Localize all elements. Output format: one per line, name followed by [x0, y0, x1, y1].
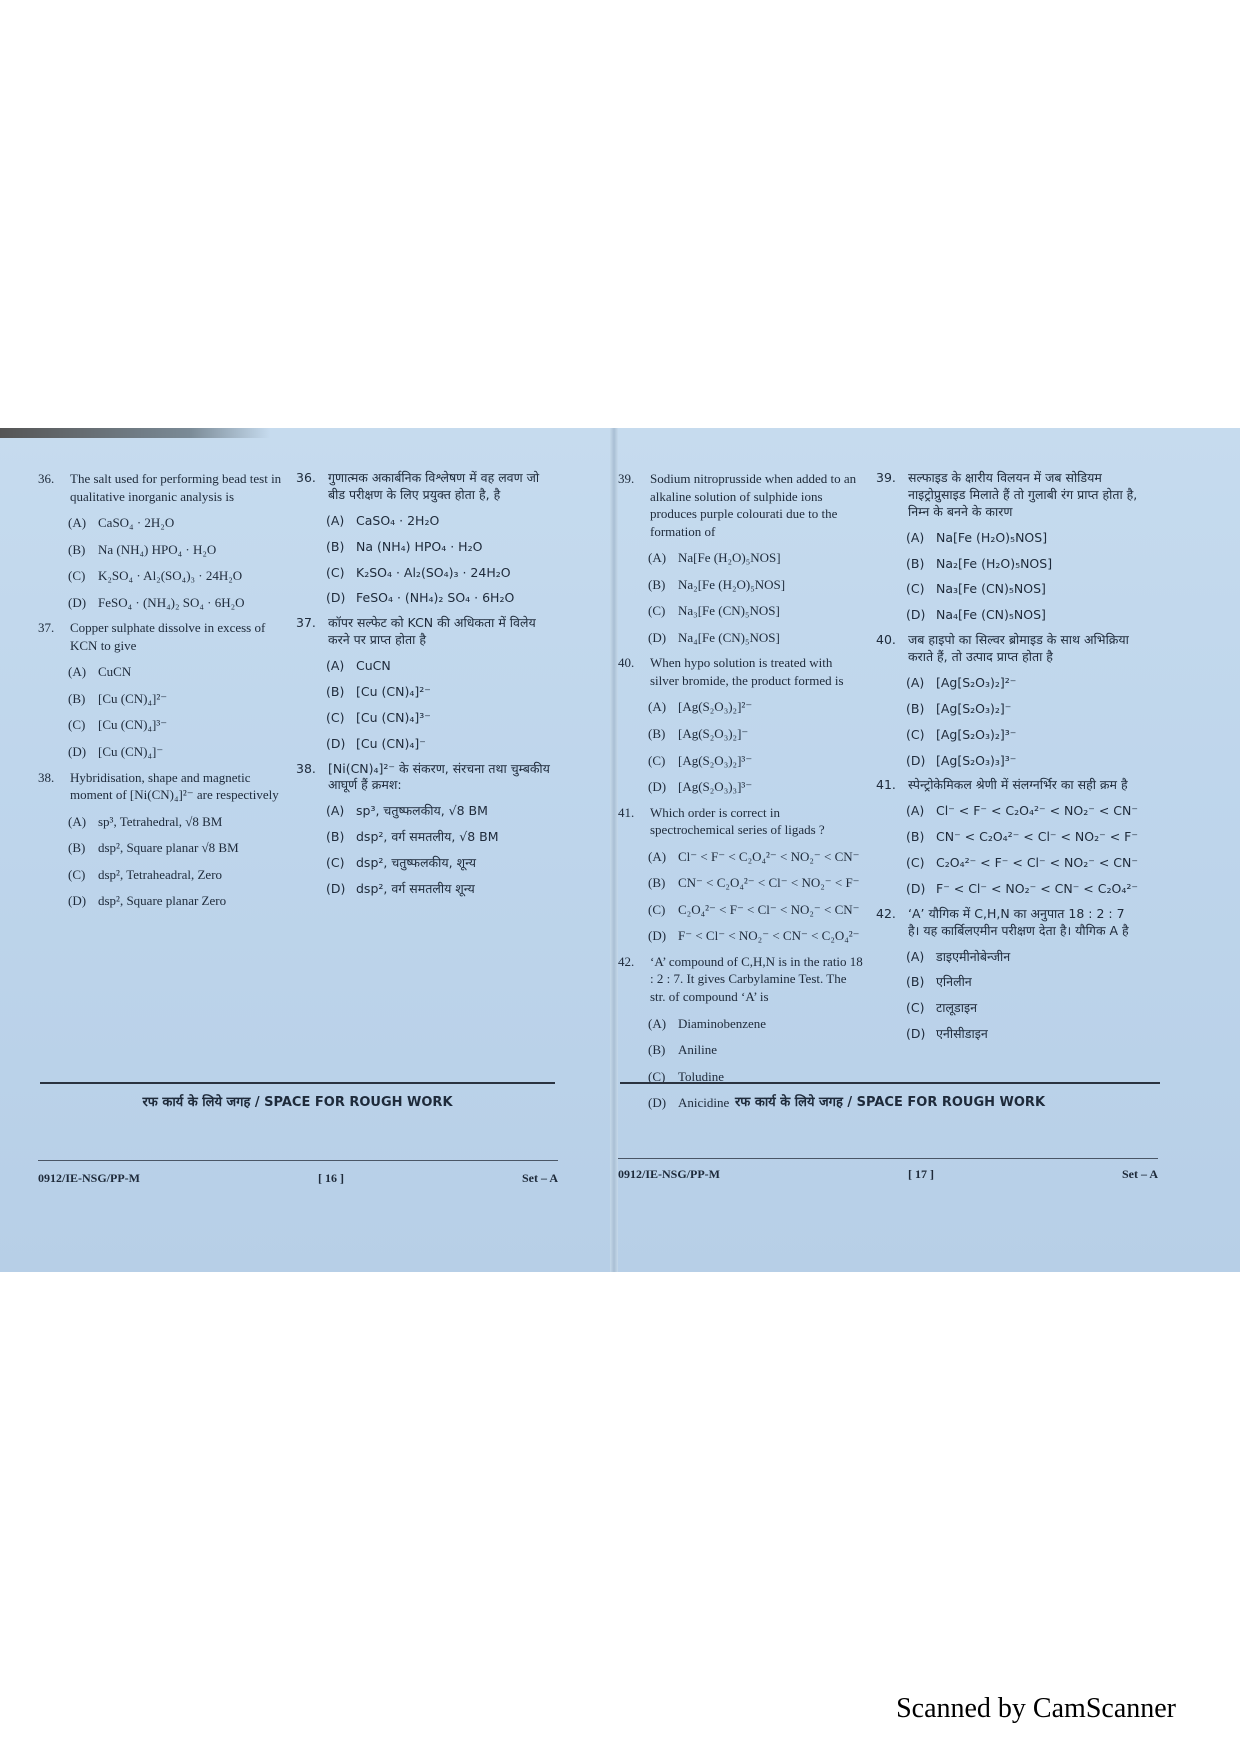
- answer-option: [906, 701, 1138, 718]
- option-label: (D): [68, 744, 87, 760]
- answer-option: [648, 1015, 863, 1033]
- booklet-gutter: [610, 428, 618, 1272]
- option-text: [Ag[S₂O₃)₂]⁻: [936, 700, 1012, 716]
- answer-option: [906, 1026, 1138, 1043]
- option-text: [Ag[S₂O₃)₂]³⁻: [936, 726, 1017, 742]
- answer-option: [906, 829, 1138, 846]
- option-text: Toludine: [678, 1068, 725, 1084]
- option-text: Na₃[Fe (CN)₅NOS]: [678, 603, 780, 619]
- question-header: [296, 470, 558, 504]
- option-text: FeSO₄ · (NH₄)₂ SO₄ · 6H₂O: [356, 590, 515, 606]
- question-text: स्पेन्ट्रोकेमिकल श्रेणी में संलग्नर्भिर का सही क्रम है: [908, 777, 1128, 793]
- question-text: Hybridisation, shape and magnetic moment of [Ni(CN)₄]²⁻ are respectively: [70, 769, 279, 803]
- answer-option: [906, 556, 1138, 573]
- option-text: CN⁻ < C₂O₄²⁻ < Cl⁻ < NO₂⁻ < F⁻: [936, 829, 1138, 845]
- option-text: F⁻ < Cl⁻ < NO₂⁻ < CN⁻ < C₂O₄²⁻: [678, 928, 860, 944]
- option-label: (A): [326, 803, 345, 819]
- answer-option: [906, 753, 1138, 770]
- option-label: (B): [326, 829, 345, 845]
- question-number: 40.: [876, 632, 896, 648]
- question-item: [618, 470, 863, 646]
- option-label: (A): [648, 699, 667, 715]
- option-text: FeSO₄ · (NH₄)₂ SO₄ · 6H₂O: [98, 594, 245, 610]
- option-label: (D): [68, 594, 87, 610]
- option-label: (A): [648, 1015, 667, 1031]
- answer-option: [906, 581, 1138, 598]
- option-text: Na (NH₄) HPO₄ · H₂O: [98, 541, 217, 557]
- option-text: [Cu (CN)₄]⁻: [356, 735, 426, 751]
- answer-option: [68, 839, 283, 857]
- answer-option: [68, 541, 283, 559]
- option-text: CN⁻ < C₂O₄²⁻ < Cl⁻ < NO₂⁻ < F⁻: [678, 875, 860, 891]
- answer-option: [68, 813, 283, 831]
- question-number: 37.: [296, 615, 316, 631]
- answer-option: [906, 727, 1138, 744]
- option-text: Aniline: [678, 1042, 717, 1058]
- question-text: ‘A’ यौगिक में C,H,N का अनुपात 18 : 2 : 7 है। यह कार्बिलएमीन परीक्षण देता है। यौगिक A है: [908, 905, 1129, 938]
- answer-option: [68, 567, 283, 585]
- option-label: (C): [68, 717, 86, 733]
- question-item: [38, 470, 283, 611]
- option-text: dsp², चतुष्फलकीय, शून्य: [356, 855, 477, 870]
- rough-work-heading: रफ कार्य के लिये जगह / SPACE FOR ROUGH WORK: [620, 1082, 1160, 1118]
- page-footer: [618, 1158, 1158, 1182]
- question-header: [38, 470, 283, 505]
- answer-option: [648, 901, 863, 919]
- option-label: (C): [326, 709, 345, 725]
- answer-option: [648, 778, 863, 796]
- question-text: ‘A’ compound of C,H,N is in the ratio 18 : 2 : 7. It gives Carbylamine Test. The str. of compound ‘A’ is: [650, 953, 863, 1005]
- option-label: (C): [648, 901, 666, 917]
- option-text: Cl⁻ < F⁻ < C₂O₄²⁻ < NO₂⁻ < CN⁻: [936, 803, 1138, 819]
- question-header: [618, 804, 863, 839]
- option-text: K₂SO₄ · Al₂(SO₄)₃ · 24H₂O: [98, 568, 243, 584]
- option-label: (D): [648, 1095, 667, 1111]
- answer-option: [326, 513, 558, 530]
- option-label: (D): [906, 880, 926, 896]
- page-footer: [38, 1160, 558, 1186]
- answer-option: [906, 1000, 1138, 1017]
- answer-option: [648, 629, 863, 647]
- option-label: (C): [906, 855, 925, 870]
- option-text: एनिलीन: [936, 974, 972, 990]
- question-item: [876, 470, 1138, 624]
- option-label: (C): [648, 603, 666, 619]
- question-header: [296, 761, 558, 795]
- question-item: [38, 619, 283, 760]
- page-number: [ 17 ]: [908, 1167, 934, 1181]
- answer-option: [68, 743, 283, 761]
- answer-option: [326, 684, 558, 701]
- question-item: [876, 777, 1138, 897]
- option-text: Anicidine: [678, 1095, 730, 1111]
- question-text: The salt used for performing bead test in qualitative inorganic analysis is: [70, 471, 282, 504]
- option-label: (B): [68, 690, 86, 706]
- option-label: (B): [648, 726, 666, 742]
- option-text: Na₄[Fe (CN)₅NOS]: [678, 629, 780, 645]
- option-label: (D): [906, 607, 926, 623]
- option-label: (A): [906, 803, 925, 819]
- option-label: (D): [326, 880, 346, 896]
- question-header: [38, 619, 283, 654]
- option-label: (A): [906, 529, 925, 545]
- english-column: [38, 470, 283, 918]
- question-text: Copper sulphate dissolve in excess of KCN to give: [70, 620, 266, 653]
- question-number: 37.: [38, 620, 55, 636]
- answer-option: [648, 752, 863, 770]
- question-number: 42.: [618, 953, 635, 969]
- question-number: 41.: [876, 777, 896, 793]
- answer-option: [906, 949, 1138, 966]
- answer-option: [648, 576, 863, 594]
- option-label: (B): [906, 700, 925, 716]
- option-text: [Ag[S₂O₃)₂]²⁻: [936, 674, 1017, 690]
- option-text: डाइएमीनोबेन्जीन: [936, 948, 1011, 964]
- answer-option: [326, 590, 558, 607]
- option-label: (B): [906, 555, 925, 571]
- option-label: (C): [326, 564, 345, 580]
- option-label: (D): [648, 928, 667, 944]
- answer-option: [68, 866, 283, 884]
- option-label: (A): [68, 664, 87, 680]
- question-header: [296, 615, 558, 649]
- option-text: dsp², वर्ग समतलीय शून्य: [356, 880, 475, 896]
- option-text: [Cu (CN)₄]²⁻: [98, 690, 168, 706]
- paper-code: 0912/IE-NSG/PP-M: [618, 1167, 720, 1181]
- question-item: [618, 654, 863, 795]
- question-item: [296, 761, 558, 898]
- option-text: dsp², Square planar √8 BM: [98, 840, 239, 856]
- question-number: 39.: [618, 471, 635, 486]
- answer-option: [648, 927, 863, 945]
- answer-option: [326, 803, 558, 820]
- answer-option: [68, 690, 283, 708]
- option-text: Na[Fe (H₂O)₅NOS]: [678, 550, 781, 566]
- option-label: (B): [326, 683, 345, 699]
- answer-option: [326, 881, 558, 898]
- option-text: Na₃[Fe (CN)₅NOS]: [936, 581, 1046, 597]
- option-text: Na₂[Fe (H₂O)₅NOS]: [936, 555, 1053, 571]
- option-label: (D): [906, 1026, 926, 1042]
- option-text: sp³, चतुष्फलकीय, √8 BM: [356, 803, 488, 819]
- answer-option: [906, 881, 1138, 898]
- option-label: (B): [648, 1042, 666, 1058]
- answer-option: [906, 974, 1138, 991]
- option-text: टालूडाइन: [936, 1000, 978, 1016]
- option-label: (B): [648, 576, 666, 592]
- question-text: सल्फाइड के क्षारीय विलयन में जब सोडियम नाइट्रोप्रुसाइड मिलाते हैं तो गुलाबी रंग प्राप्त होता है, निम्न के बनने के कारण: [908, 470, 1138, 519]
- option-label: (A): [906, 674, 925, 690]
- answer-option: [648, 874, 863, 892]
- answer-option: [68, 663, 283, 681]
- option-label: (C): [68, 866, 86, 882]
- option-text: F⁻ < Cl⁻ < NO₂⁻ < CN⁻ < C₂O₄²⁻: [936, 880, 1138, 896]
- scanner-watermark: Scanned by CamScanner: [896, 1693, 1176, 1724]
- english-column: [618, 470, 863, 1120]
- option-text: एनीसीडाइन: [936, 1026, 988, 1042]
- option-label: (B): [68, 840, 86, 856]
- option-text: Na₂[Fe (H₂O)₅NOS]: [678, 576, 786, 592]
- answer-option: [906, 803, 1138, 820]
- question-number: 36.: [38, 471, 55, 486]
- question-number: 38.: [38, 769, 55, 785]
- question-number: 40.: [618, 655, 635, 671]
- answer-option: [68, 514, 283, 532]
- answer-option: [326, 736, 558, 753]
- answer-option: [906, 530, 1138, 547]
- answer-option: [648, 602, 863, 620]
- option-label: (A): [68, 515, 87, 531]
- answer-option: [326, 855, 558, 872]
- option-label: (C): [906, 1000, 925, 1016]
- answer-option: [648, 1041, 863, 1059]
- answer-option: [648, 698, 863, 716]
- option-text: CuCN: [356, 658, 391, 673]
- question-header: [618, 953, 863, 1006]
- option-text: [Ag(S₂O₃)₂]²⁻: [678, 699, 753, 715]
- option-label: (C): [326, 855, 345, 870]
- option-text: sp³, Tetrahedral, √8 BM: [98, 813, 223, 829]
- set-label: Set – A: [1122, 1167, 1158, 1181]
- answer-option: [648, 725, 863, 743]
- option-label: (D): [648, 779, 667, 795]
- answer-option: [648, 549, 863, 567]
- option-label: (B): [906, 829, 925, 845]
- answer-option: [68, 594, 283, 612]
- answer-option: [68, 892, 283, 910]
- option-text: [Cu (CN)₄]⁻: [98, 744, 164, 760]
- answer-option: [906, 675, 1138, 692]
- option-label: (D): [326, 590, 346, 606]
- question-item: [876, 632, 1138, 769]
- option-text: C₂O₄²⁻ < F⁻ < Cl⁻ < NO₂⁻ < CN⁻: [678, 901, 860, 917]
- option-label: (A): [648, 550, 667, 566]
- scan-edge-shadow: [0, 428, 270, 438]
- question-header: [876, 470, 1138, 521]
- page-number: [ 16 ]: [318, 1171, 344, 1185]
- option-label: (B): [68, 541, 86, 557]
- answer-option: [326, 710, 558, 727]
- answer-option: [326, 829, 558, 846]
- question-item: [296, 470, 558, 607]
- option-label: (B): [906, 974, 925, 990]
- option-label: (C): [648, 1068, 666, 1084]
- paper-code: 0912/IE-NSG/PP-M: [38, 1171, 140, 1185]
- question-header: [876, 906, 1138, 940]
- option-label: (D): [648, 629, 667, 645]
- answer-option: [906, 607, 1138, 624]
- option-label: (C): [648, 752, 666, 768]
- option-text: [Cu (CN)₄]²⁻: [356, 683, 431, 699]
- question-header: [618, 654, 863, 689]
- question-header: [38, 769, 283, 804]
- answer-option: [68, 716, 283, 734]
- option-label: (C): [68, 568, 86, 584]
- option-text: Na (NH₄) HPO₄ · H₂O: [356, 538, 483, 554]
- rough-work-heading: रफ कार्य के लिये जगह / SPACE FOR ROUGH WORK: [40, 1082, 555, 1118]
- option-text: [Ag(S₂O₃)₂]³⁻: [678, 752, 753, 768]
- option-text: dsp², वर्ग समतलीय, √8 BM: [356, 829, 499, 845]
- question-text: गुणात्मक अकार्बनिक विश्लेषण में वह लवण जो बीड परीक्षण के लिए प्रयुक्त होता है, है: [328, 470, 540, 502]
- question-item: [38, 769, 283, 910]
- question-header: [876, 632, 1138, 666]
- question-text: Sodium nitroprusside when added to an alkaline solution of sulphide ions produces purple colourati due to the formation of: [650, 471, 857, 539]
- question-text: When hypo solution is treated with silver bromide, the product formed is: [650, 655, 844, 688]
- option-text: Cl⁻ < F⁻ < C₂O₄²⁻ < NO₂⁻ < CN⁻: [678, 848, 860, 864]
- option-label: (A): [648, 848, 667, 864]
- answer-option: [326, 658, 558, 675]
- option-label: (A): [906, 948, 925, 964]
- option-label: (A): [326, 512, 345, 528]
- option-text: Diaminobenzene: [678, 1015, 767, 1031]
- option-text: dsp², Square planar Zero: [98, 893, 227, 909]
- option-text: CaSO₄ · 2H₂O: [98, 515, 175, 531]
- question-text: [Ni(CN)₄]²⁻ के संकरण, संरचना तथा चुम्बकीय आघूर्ण हैं क्रमश:: [328, 760, 550, 793]
- option-text: [Cu (CN)₄]³⁻: [356, 709, 431, 725]
- option-label: (D): [906, 752, 926, 768]
- question-item: [296, 615, 558, 752]
- question-header: [618, 470, 863, 540]
- option-text: [Ag(S₂O₃)₃]³⁻: [678, 779, 753, 795]
- question-text: कॉपर सल्फेट को KCN की अधिकता में विलेय करने पर प्राप्त होता है: [328, 615, 536, 648]
- option-text: C₂O₄²⁻ < F⁻ < Cl⁻ < NO₂⁻ < CN⁻: [936, 855, 1138, 870]
- option-text: [Cu (CN)₄]³⁻: [98, 717, 168, 733]
- question-number: 39.: [876, 470, 896, 485]
- answer-option: [326, 539, 558, 556]
- option-text: CuCN: [98, 664, 132, 680]
- set-label: Set – A: [522, 1171, 558, 1185]
- option-text: [Ag[S₂O₃)₃]³⁻: [936, 752, 1017, 768]
- answer-option: [326, 565, 558, 582]
- option-label: (B): [648, 875, 666, 891]
- question-item: [876, 906, 1138, 1043]
- option-text: K₂SO₄ · Al₂(SO₄)₃ · 24H₂O: [356, 564, 511, 580]
- option-label: (D): [326, 735, 346, 751]
- option-text: Na[Fe (H₂O)₅NOS]: [936, 529, 1048, 545]
- answer-option: [648, 848, 863, 866]
- question-number: 42.: [876, 905, 896, 921]
- option-text: [Ag(S₂O₃)₂]⁻: [678, 726, 749, 742]
- option-label: (C): [906, 581, 925, 597]
- question-text: Which order is correct in spectrochemical series of ligads ?: [650, 804, 825, 838]
- option-text: CaSO₄ · 2H₂O: [356, 512, 440, 528]
- hindi-column: [876, 470, 1138, 1051]
- option-label: (D): [68, 893, 87, 909]
- question-number: 38.: [296, 760, 316, 776]
- question-item: [618, 804, 863, 945]
- option-text: Na₄[Fe (CN)₅NOS]: [936, 607, 1046, 623]
- option-label: (B): [326, 538, 345, 554]
- question-number: 41.: [618, 804, 635, 820]
- option-label: (C): [906, 726, 925, 742]
- hindi-column: [296, 470, 558, 906]
- option-label: (A): [326, 658, 345, 673]
- option-label: (A): [68, 813, 87, 829]
- question-number: 36.: [296, 470, 316, 485]
- option-text: dsp², Tetraheadral, Zero: [98, 866, 223, 882]
- answer-option: [906, 855, 1138, 872]
- question-header: [876, 777, 1138, 794]
- question-text: जब हाइपो का सिल्वर ब्रोमाइड के साथ अभिक्रिया कराते हैं, तो उत्पाद प्राप्त होता है: [908, 632, 1129, 664]
